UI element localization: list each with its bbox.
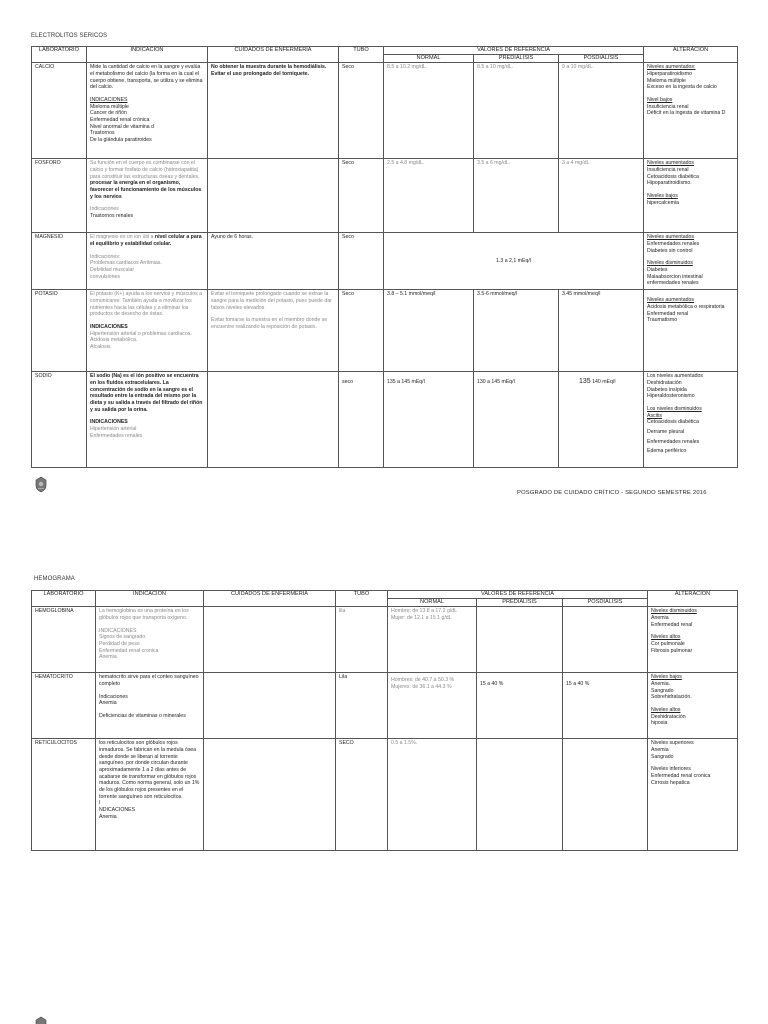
table-row xyxy=(32,233,738,290)
header-tubo: TUBO xyxy=(339,47,384,63)
indicacion-bold-text: nivel celular a para el equilibrio y estabilidad celular. xyxy=(90,234,202,247)
list-item: Traumatismo xyxy=(647,317,678,324)
cuidados-cell: No obtener la muestra durante la hemodiálisis. Evitar el uso prolongado del torniquete. xyxy=(208,63,339,159)
tubo-cell: Seco xyxy=(339,159,384,233)
list-item: Mieloma múltiple xyxy=(647,77,686,84)
list-item: Perdidad de peso xyxy=(99,640,140,647)
list-item: Sangrado xyxy=(651,753,674,760)
cuidados-cell xyxy=(204,607,336,673)
header-valores: VALORES DE REFERENCIA xyxy=(384,47,644,55)
table-row xyxy=(32,290,738,372)
list-item: Diabetes xyxy=(647,266,668,273)
alteracion-heading: Niveles aumentados xyxy=(647,297,695,304)
posdialisis-value: 140 mEq/l xyxy=(592,379,616,386)
posdialisis-cell: 3 a 4 mg/dL. xyxy=(559,159,644,233)
list-item: convulsiones xyxy=(90,273,120,280)
list-item: hipoxia xyxy=(651,720,668,727)
cuidados-cell xyxy=(204,739,336,851)
list-item: Nivel anormal de vitamina d xyxy=(90,123,155,130)
predialisis-cell: 3.5 a 6 mg/dL. xyxy=(474,159,559,233)
alteracion-cell xyxy=(648,673,738,739)
indicacion-cell xyxy=(96,607,204,673)
list-item: Hipoparatiroidismo. xyxy=(647,180,692,187)
normal-cell: 8.5 a 10.2 mg/dL. xyxy=(384,63,474,159)
list-item: Diabetes sin control xyxy=(647,247,693,254)
section-title-electrolitos: ELECTROLITOS SERICOS xyxy=(31,33,108,39)
list-item: Deshidratación xyxy=(651,713,686,720)
university-emblem-icon xyxy=(34,476,48,493)
indicacion-text: los reticulocitos son glóbulos rojos inmaduros. Se fabrican en la medula ósea desde donde se liberan al torrente sanguíneo, por donde circulan durante aproximadamente 1 a 2 días antes de acabarse de transformar en glóbulos rojos maduros. Como norma general, solo un 1% de los glóbulos rojos presentes en el torrente sanguíneo son reticulocitos. xyxy=(99,740,200,800)
list-item: Diabetes insípida xyxy=(647,386,687,393)
list-item: Enfermedades renales xyxy=(90,432,143,439)
table-row xyxy=(32,159,738,233)
alteracion-cell xyxy=(648,739,738,851)
normal-cell: 135 a 145 mEq/l xyxy=(384,372,474,468)
indicacion-text: El potasio (K+) ayuda a los nervios y músculos a comunicarse. También ayuda a movilizar los nutrientes hacia las células y a eliminar los productos de desecho de éstas. xyxy=(90,291,203,318)
indicacion-text: hematocrito sirve para el conteo sanguíneo completo xyxy=(99,674,199,687)
table-row xyxy=(32,607,738,673)
list-item: Cor pulmonale xyxy=(651,640,685,647)
lab-name: RETICULOCITOS xyxy=(32,739,96,851)
alteracion-cell xyxy=(644,159,738,233)
posdialisis-cell xyxy=(563,607,648,673)
list-item: Exceso en la ingesta de calcio xyxy=(647,84,717,91)
list-item: Hipertensión arterial o problemas cardíacos. xyxy=(90,330,192,337)
lab-name: HEMATOCRITO xyxy=(32,673,96,739)
list-item: Debilidad muscular xyxy=(90,266,135,273)
indicacion-text: La hemoglobina es una proteína en los glóbulos rojos que transporta oxígeno. xyxy=(99,608,189,621)
indicacion-cell xyxy=(96,739,204,851)
list-item: Anemia xyxy=(99,813,117,820)
footer-text: POSGRADO DE CUIDADO CRÍTICO - SEGUNDO SEMESTRE 2016 xyxy=(517,490,707,496)
university-emblem-icon xyxy=(34,1016,48,1024)
list-item: Acidosis metabólica. xyxy=(90,337,138,344)
lab-name: HEMOGLOBINA xyxy=(32,607,96,673)
indicacion-bold-text: procesar la energía en el organismo, favorecer el funcionamiento de los músculos y los nervios xyxy=(90,180,202,200)
lab-name: SODIO xyxy=(32,372,87,468)
list-item: Mieloma múltiple xyxy=(90,103,129,110)
alteracion-heading: Ascitis xyxy=(647,412,662,419)
normal-value: Mujeres: de 36.1 a 44.3 % xyxy=(391,683,452,690)
indicacion-text: Mide la cantidad de calcio en la sangre y evalúa el metabolismo del calcio (la forma en la cual el cuerpo obtiene, transporta, se utiliza y se elimina del calcio. xyxy=(90,64,203,91)
list-item: Sobrehidratación. xyxy=(651,694,692,701)
list-item: Niveles superiores xyxy=(651,740,694,747)
indicacion-text: El magnesio es un ion útil a xyxy=(90,234,154,241)
list-item: Cancer de riñón xyxy=(90,110,127,117)
header-laboratorio: LABORATORIO xyxy=(32,47,87,63)
list-item: Alcalosis xyxy=(90,343,111,350)
normal-value: Hombre: de 13.8 a 17.2 g/dL xyxy=(391,608,458,615)
list-item: Anemia xyxy=(99,700,117,707)
alteracion-heading: Los niveles aumentados xyxy=(647,373,703,380)
list-item: Signos de sangrado. xyxy=(99,634,147,641)
header-predialisis: PREDIALISIS xyxy=(477,599,563,607)
header-normal: NORMAL xyxy=(388,599,477,607)
header-posdialisis: POSDIALISIS xyxy=(563,599,648,607)
tubo-cell: Seco xyxy=(339,63,384,159)
indicaciones-heading: INDICACIONES xyxy=(90,96,128,103)
list-item: Déficit en la ingesta de vitamina D xyxy=(647,110,726,117)
table-row xyxy=(32,673,738,739)
indicaciones-heading: Indicaciones: xyxy=(90,253,121,260)
tubo-cell: SECO xyxy=(336,739,388,851)
header-laboratorio: LABORATORIO xyxy=(32,591,96,607)
list-item: Derrame pleural xyxy=(647,428,685,435)
list-item: Enfermedad renal cronica xyxy=(651,772,711,779)
indicacion-cell xyxy=(87,159,208,233)
posdialisis-cell: 3.45 mmol/meq/l xyxy=(559,290,644,372)
alteracion-cell xyxy=(644,233,738,290)
cuidados-cell xyxy=(208,290,339,372)
list-item: Cetoacidosis diabética xyxy=(647,419,699,426)
indicaciones-heading: INDICACIONES xyxy=(90,419,128,426)
alteracion-heading: Niveles disminuidos xyxy=(647,260,693,267)
cuidados-cell xyxy=(204,673,336,739)
indicacion-cell xyxy=(87,63,208,159)
header-indicacion: INDICACION xyxy=(87,47,208,63)
cuidados-cell xyxy=(208,372,339,468)
indicaciones-heading: INDICACIONES xyxy=(90,323,128,330)
list-item: Deshidratación xyxy=(647,379,682,386)
list-item: Cirrosis hepatica xyxy=(651,779,690,786)
header-alteracion: ALTERACION xyxy=(644,47,738,63)
alteracion-heading: Niveles aumentados xyxy=(647,160,695,167)
list-item: Deficiencias de vitaminas o minerales xyxy=(99,712,186,719)
list-item: Hiperparatiroidismo xyxy=(647,70,692,77)
posdialisis-big-value: 135 xyxy=(579,378,591,386)
cuidados-cell: Ayuno de 6 horas. xyxy=(208,233,339,290)
posdialisis-cell xyxy=(563,739,648,851)
tubo-cell: Seco xyxy=(339,233,384,290)
header-posdialisis: POSDIALISIS xyxy=(559,55,644,63)
section-title-hemograma: HEMOGRAMA xyxy=(34,576,75,582)
header-predialisis: PREDIALISIS xyxy=(474,55,559,63)
list-item: Trastornos xyxy=(90,130,115,137)
header-tubo: TUBO xyxy=(336,591,388,607)
list-item: Niveles inferiores xyxy=(651,766,691,773)
list-item: Hiperaldosteronismo xyxy=(647,393,695,400)
list-item: Acidosis metabólica o respiratoria xyxy=(647,303,725,310)
list-item: Trastornos renales xyxy=(90,212,134,219)
posdialisis-cell: 15 a 40 % xyxy=(563,673,648,739)
alteracion-heading: Niveles aumentados xyxy=(647,234,695,241)
normal-cell xyxy=(388,607,477,673)
alteracion-cell xyxy=(644,372,738,468)
indicacion-cell xyxy=(96,673,204,739)
list-item: Sangrado xyxy=(651,687,674,694)
list-item: De la glándula paratiroides xyxy=(90,136,152,143)
list-item: Fibrosis pulmonar xyxy=(651,647,693,654)
header-normal: NORMAL xyxy=(384,55,474,63)
indicacion-text: Su función en el cuerpo es combinarse con el calcio y formar fosfato de calcio (hidroxiapatita) para constituir las estructuras óseas y dentales, xyxy=(90,160,200,180)
table-row xyxy=(32,739,738,851)
indicacion-bold-text: El sodio (Na) es el ión positivo se encuentra en los fluidos extracelulares. La concentración de sodio en la sangre es el resultado entre la entrada del mismo por la dieta y su salida a través del filtrado del riñón y su salida por la orina. xyxy=(90,373,203,413)
list-item: Anemia xyxy=(651,614,669,621)
header-row xyxy=(32,47,738,55)
indicaciones-heading: Indicaciones xyxy=(99,693,128,700)
indicacion-cell xyxy=(87,233,208,290)
table-row xyxy=(32,63,738,159)
indicaciones-heading: INDICACIONES xyxy=(99,627,137,634)
lab-name: CALCIO xyxy=(32,63,87,159)
predialisis-cell: 130 a 145 mEq/l xyxy=(474,372,559,468)
merged-value-cell: 1.3 a 2,1 mEq/l xyxy=(384,233,644,290)
list-item: Enfermedad renal crónica xyxy=(90,116,150,123)
list-item: Malaabsorcion intestinal xyxy=(647,273,703,280)
list-item: Cetoacidosis diabética xyxy=(647,173,699,180)
indicacion-cell xyxy=(87,290,208,372)
tubo-cell: lila xyxy=(336,607,388,673)
alteracion-heading: Nivel bajos xyxy=(647,96,673,103)
list-item: Anemia. xyxy=(651,680,671,687)
list-item: Insuficiencia renal xyxy=(647,103,689,110)
alteracion-heading: Niveles bajos xyxy=(647,192,678,199)
header-row xyxy=(32,591,738,599)
alteracion-heading: Niveles disminuidos xyxy=(651,608,697,615)
alteracion-cell xyxy=(648,607,738,673)
list-item: Anemia xyxy=(651,746,669,753)
list-item: enfermedades renales xyxy=(647,280,699,287)
lab-name: MAGNESIO xyxy=(32,233,87,290)
predialisis-cell xyxy=(477,739,563,851)
list-item: Problemas cardíacos Arritmias. xyxy=(90,260,162,267)
alteracion-cell xyxy=(644,290,738,372)
list-item: Hipertensión arterial xyxy=(90,425,137,432)
lab-name: POTASIO xyxy=(32,290,87,372)
normal-cell: 0.5 a 1.5%. xyxy=(388,739,477,851)
alteracion-heading: Niveles altos xyxy=(651,634,681,641)
list-item: Enfermedad renal cronica xyxy=(99,647,159,654)
cuidados-text: Evitar el torniquete prolongado cuando se extrae la sangre para la medición del potasio, pues puede dar falsos niveles elevados xyxy=(211,291,332,311)
indicacion-cell xyxy=(87,372,208,468)
indicaciones-heading: I NDICACIONES xyxy=(99,800,136,813)
electrolitos-table xyxy=(31,46,738,468)
list-item: Insuficiencia renal xyxy=(647,166,689,173)
cuidados-text: Evitar tomarse la muestra en el miembro donde se encuentre realizando la reposición de potasio. xyxy=(211,317,328,330)
list-item: Enfermedad renal xyxy=(651,621,693,628)
header-indicacion: INDICACION xyxy=(96,591,204,607)
posdialisis-cell: 9 a 10 mg/dL. xyxy=(559,63,644,159)
alteracion-heading: Los niveles disminuidos xyxy=(647,405,702,412)
list-item: Enfermedad renal xyxy=(647,310,689,317)
tubo-cell: Lila xyxy=(336,673,388,739)
header-cuidados: CUIDADOS DE ENFERMERÍA xyxy=(208,47,339,63)
tubo-cell: Seco xyxy=(339,290,384,372)
predialisis-cell: 8.5 a 10 mg/dL. xyxy=(474,63,559,159)
tubo-cell: seco xyxy=(339,372,384,468)
alteracion-heading: Niveles altos xyxy=(651,706,681,713)
header-cuidados: CUIDADOS DE ENFERMERÍA xyxy=(204,591,336,607)
predialisis-cell: 15 a 40 % xyxy=(477,673,563,739)
cuidados-cell xyxy=(208,159,339,233)
indicaciones-heading: Indicaciones xyxy=(90,206,119,213)
normal-cell: 2.5 a 4.8 mg/dL. xyxy=(384,159,474,233)
lab-name: FOSFORO xyxy=(32,159,87,233)
list-item: Anemia. xyxy=(99,654,119,661)
predialisis-cell: 3.5-6 mmol/meq/l xyxy=(474,290,559,372)
list-item: Enfermedades renales xyxy=(647,240,700,247)
normal-cell xyxy=(388,673,477,739)
list-item: Enfermedades renales xyxy=(647,438,700,445)
alteracion-heading: Niveles aumentados: xyxy=(647,64,696,71)
normal-cell: 3.8 – 5.1 mmol/meq/l xyxy=(384,290,474,372)
predialisis-cell xyxy=(477,607,563,673)
alteracion-cell xyxy=(644,63,738,159)
table-row xyxy=(32,372,738,468)
list-item: hipercalcemia xyxy=(647,199,680,206)
alteracion-heading: Niveles bajos xyxy=(651,674,682,681)
list-item: Edema periférico xyxy=(647,448,687,455)
header-alteracion: ALTERACION xyxy=(648,591,738,607)
normal-value: Mujer: de 12.1 a 15.1 g/dL xyxy=(391,614,452,621)
posdialisis-cell xyxy=(559,372,644,468)
header-valores: VALORES DE REFERENCIA xyxy=(388,591,648,599)
normal-value: Hombres: de 40.7 a 50.3 % xyxy=(391,677,455,684)
hemograma-table xyxy=(31,590,738,851)
